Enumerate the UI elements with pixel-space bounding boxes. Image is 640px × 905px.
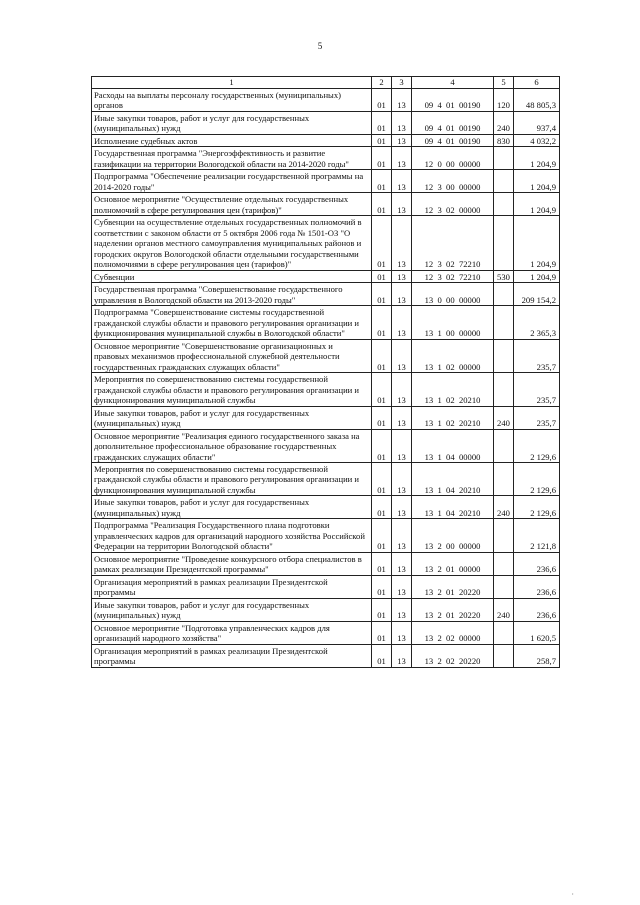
cell-section: 01: [372, 283, 392, 306]
cell-subsection: 13: [392, 270, 412, 282]
budget-table: [91, 76, 560, 668]
cell-subsection: 13: [392, 306, 412, 339]
cell-subsection: 13: [392, 339, 412, 372]
cell-name: Подпрограмма "Совершенствование системы государственной гражданской службы области и правового регулирования организации и функционирования муниципальной службы в Вологодской области": [92, 306, 372, 339]
cell-amount: 2 365,3: [514, 306, 560, 339]
cell-section: 01: [372, 496, 392, 519]
cell-section: 01: [372, 89, 392, 112]
cell-subsection: 13: [392, 193, 412, 216]
cell-expense-type: [494, 147, 514, 170]
header-col-1: 1: [92, 77, 372, 89]
cell-subsection: 13: [392, 575, 412, 598]
table-row: [92, 575, 560, 598]
table-row: [92, 216, 560, 270]
cell-name: Подпрограмма "Реализация Государственного плана подготовки управленческих кадров для организаций народного хозяйства Российской Федерации на территории Вологодской области": [92, 519, 372, 552]
cell-name: Иные закупки товаров, работ и услуг для государственных (муниципальных) нужд: [92, 406, 372, 429]
cell-target-article: 12 3 02 72210: [412, 216, 494, 270]
cell-expense-type: [494, 339, 514, 372]
cell-target-article: 12 3 02 72210: [412, 270, 494, 282]
table-row: [92, 170, 560, 193]
cell-target-article: 13 1 04 00000: [412, 429, 494, 462]
cell-expense-type: [494, 552, 514, 575]
cell-expense-type: [494, 170, 514, 193]
cell-name: Государственная программа "Совершенствование государственного управления в Вологодской области на 2013-2020 годы": [92, 283, 372, 306]
cell-section: 01: [372, 621, 392, 644]
cell-expense-type: [494, 519, 514, 552]
cell-amount: 1 204,9: [514, 193, 560, 216]
cell-amount: 1 620,5: [514, 621, 560, 644]
cell-section: 01: [372, 170, 392, 193]
cell-amount: 235,7: [514, 406, 560, 429]
table-row: [92, 270, 560, 282]
cell-name: Основное мероприятие "Осуществление отдельных государственных полномочий в сфере регулирования цен (тарифов)": [92, 193, 372, 216]
cell-target-article: 13 2 01 20220: [412, 598, 494, 621]
cell-subsection: 13: [392, 373, 412, 406]
cell-expense-type: [494, 373, 514, 406]
cell-amount: 235,7: [514, 373, 560, 406]
cell-section: 01: [372, 429, 392, 462]
cell-section: 01: [372, 598, 392, 621]
cell-target-article: 13 2 01 00000: [412, 552, 494, 575]
cell-name: Расходы на выплаты персоналу государственных (муниципальных) органов: [92, 89, 372, 112]
cell-name: Организация мероприятий в рамках реализации Президентской программы: [92, 644, 372, 667]
cell-amount: 1 204,9: [514, 147, 560, 170]
cell-expense-type: 240: [494, 111, 514, 134]
table-row: [92, 598, 560, 621]
cell-section: 01: [372, 216, 392, 270]
cell-target-article: 13 2 00 00000: [412, 519, 494, 552]
table-row: [92, 644, 560, 667]
cell-target-article: 13 1 02 20210: [412, 406, 494, 429]
table-row: [92, 339, 560, 372]
cell-target-article: 12 0 00 00000: [412, 147, 494, 170]
cell-target-article: 13 1 04 20210: [412, 496, 494, 519]
cell-subsection: 13: [392, 429, 412, 462]
cell-subsection: 13: [392, 644, 412, 667]
cell-name: Основное мероприятие "Проведение конкурсного отбора специалистов в рамках реализации Президентской программы": [92, 552, 372, 575]
cell-name: Иные закупки товаров, работ и услуг для государственных (муниципальных) нужд: [92, 496, 372, 519]
cell-subsection: 13: [392, 147, 412, 170]
cell-name: Основное мероприятие "Подготовка управленческих кадров для организаций народного хозяйства": [92, 621, 372, 644]
cell-section: 01: [372, 147, 392, 170]
cell-section: 01: [372, 270, 392, 282]
cell-name: Иные закупки товаров, работ и услуг для государственных (муниципальных) нужд: [92, 598, 372, 621]
cell-amount: 1 204,9: [514, 216, 560, 270]
table-row: [92, 621, 560, 644]
cell-section: 01: [372, 462, 392, 495]
cell-section: 01: [372, 644, 392, 667]
cell-amount: 2 129,6: [514, 429, 560, 462]
header-col-5: 5: [494, 77, 514, 89]
cell-amount: 937,4: [514, 111, 560, 134]
cell-target-article: 13 2 02 20220: [412, 644, 494, 667]
cell-expense-type: [494, 306, 514, 339]
cell-subsection: 13: [392, 462, 412, 495]
table-row: [92, 462, 560, 495]
cell-section: 01: [372, 519, 392, 552]
cell-subsection: 13: [392, 496, 412, 519]
cell-name: Мероприятия по совершенствованию системы государственной гражданской службы области и правового регулирования организации и функционирования муниципальной службы: [92, 373, 372, 406]
cell-expense-type: 830: [494, 134, 514, 146]
cell-subsection: 13: [392, 283, 412, 306]
cell-target-article: 09 4 01 00190: [412, 111, 494, 134]
table-row: [92, 496, 560, 519]
cell-subsection: 13: [392, 621, 412, 644]
header-row: [92, 77, 560, 89]
cell-name: Подпрограмма "Обеспечение реализации государственной программы на 2014-2020 годы": [92, 170, 372, 193]
cell-name: Основное мероприятие "Реализация единого государственного заказа на дополнительное профессиональное образование государственных гражданских служащих области": [92, 429, 372, 462]
table-row: [92, 147, 560, 170]
cell-amount: 2 121,8: [514, 519, 560, 552]
cell-section: 01: [372, 575, 392, 598]
table-row: [92, 519, 560, 552]
cell-expense-type: [494, 462, 514, 495]
cell-expense-type: 530: [494, 270, 514, 282]
header-col-4: 4: [412, 77, 494, 89]
cell-name: Основное мероприятие "Совершенствование организационных и правовых механизмов профессиональной служебной деятельности государственных гражданских служащих области": [92, 339, 372, 372]
cell-name: Мероприятия по совершенствованию системы государственной гражданской службы области и правового регулирования организации и функционирования муниципальной службы: [92, 462, 372, 495]
cell-amount: 48 805,3: [514, 89, 560, 112]
cell-target-article: 13 1 04 20210: [412, 462, 494, 495]
cell-subsection: 13: [392, 406, 412, 429]
cell-section: 01: [372, 552, 392, 575]
cell-expense-type: [494, 283, 514, 306]
table-row: [92, 406, 560, 429]
cell-amount: 2 129,6: [514, 462, 560, 495]
table-row: [92, 89, 560, 112]
cell-name: Субвенции: [92, 270, 372, 282]
cell-subsection: 13: [392, 170, 412, 193]
table-row: [92, 193, 560, 216]
cell-expense-type: 240: [494, 406, 514, 429]
cell-name: Исполнение судебных актов: [92, 134, 372, 146]
cell-expense-type: 240: [494, 598, 514, 621]
cell-expense-type: [494, 429, 514, 462]
table-row: [92, 111, 560, 134]
cell-expense-type: [494, 193, 514, 216]
cell-subsection: 13: [392, 134, 412, 146]
cell-target-article: 13 2 02 00000: [412, 621, 494, 644]
cell-expense-type: [494, 621, 514, 644]
cell-amount: 1 204,9: [514, 170, 560, 193]
cell-amount: 2 129,6: [514, 496, 560, 519]
cell-section: 01: [372, 339, 392, 372]
cell-section: 01: [372, 193, 392, 216]
cell-amount: 4 032,2: [514, 134, 560, 146]
cell-amount: 236,6: [514, 598, 560, 621]
cell-amount: 236,6: [514, 552, 560, 575]
cell-amount: 1 204,9: [514, 270, 560, 282]
cell-expense-type: [494, 216, 514, 270]
cell-section: 01: [372, 406, 392, 429]
cell-target-article: 13 2 01 20220: [412, 575, 494, 598]
cell-subsection: 13: [392, 598, 412, 621]
cell-amount: 235,7: [514, 339, 560, 372]
cell-name: Организация мероприятий в рамках реализации Президентской программы: [92, 575, 372, 598]
cell-expense-type: [494, 575, 514, 598]
cell-subsection: 13: [392, 552, 412, 575]
cell-target-article: 13 1 02 00000: [412, 339, 494, 372]
cell-target-article: 13 1 00 00000: [412, 306, 494, 339]
cell-subsection: 13: [392, 519, 412, 552]
cell-section: 01: [372, 306, 392, 339]
cell-expense-type: 120: [494, 89, 514, 112]
cell-subsection: 13: [392, 216, 412, 270]
cell-target-article: 12 3 02 00000: [412, 193, 494, 216]
cell-target-article: 09 4 01 00190: [412, 134, 494, 146]
cell-amount: 236,6: [514, 575, 560, 598]
table-row: [92, 306, 560, 339]
cell-name: Государственная программа "Энергоэффективность и развитие газификации на территории Вологодской области на 2014-2020 годы": [92, 147, 372, 170]
table-row: [92, 429, 560, 462]
cell-section: 01: [372, 134, 392, 146]
table-row: [92, 134, 560, 146]
cell-expense-type: 240: [494, 496, 514, 519]
cell-target-article: 13 1 02 20210: [412, 373, 494, 406]
cell-amount: 258,7: [514, 644, 560, 667]
cell-subsection: 13: [392, 89, 412, 112]
scan-mark: ·: [571, 890, 574, 899]
cell-expense-type: [494, 644, 514, 667]
cell-target-article: 13 0 00 00000: [412, 283, 494, 306]
cell-subsection: 13: [392, 111, 412, 134]
table-row: [92, 552, 560, 575]
header-col-2: 2: [372, 77, 392, 89]
table-row: [92, 373, 560, 406]
cell-section: 01: [372, 111, 392, 134]
page-number: 5: [317, 41, 323, 51]
cell-target-article: 09 4 01 00190: [412, 89, 494, 112]
cell-amount: 209 154,2: [514, 283, 560, 306]
cell-name: Иные закупки товаров, работ и услуг для государственных (муниципальных) нужд: [92, 111, 372, 134]
cell-section: 01: [372, 373, 392, 406]
header-col-3: 3: [392, 77, 412, 89]
header-col-6: 6: [514, 77, 560, 89]
cell-target-article: 12 3 00 00000: [412, 170, 494, 193]
table-row: [92, 283, 560, 306]
cell-name: Субвенции на осуществление отдельных государственных полномочий в соответствии с законом области от 5 октября 2006 года № 1501-ОЗ "О наделении органов местного самоуправления муниципальных районов и городских округов Вологодской области отдельными государственными полномочиями в сфере регулирования цен (тарифов)": [92, 216, 372, 270]
